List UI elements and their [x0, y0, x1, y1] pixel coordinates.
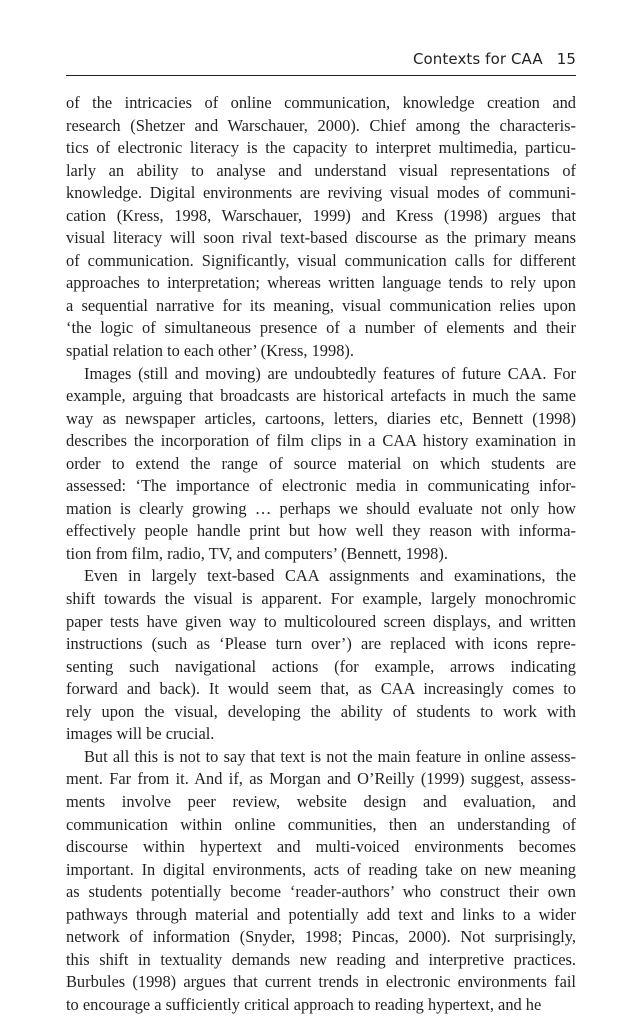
text-line: effectively people handle print but how well they reason with informa- [66, 521, 576, 541]
text-line: Even in largely text-based CAA assignments and examinations, the [84, 566, 576, 586]
text-line: example, arguing that broadcasts are historical artefacts in much the same [66, 386, 576, 406]
page-number: 15 [556, 50, 576, 68]
header-rule [66, 75, 576, 76]
text-line: knowledge. Digital environments are reviving visual modes of communi- [66, 183, 576, 203]
running-head-title: Contexts for CAA [412, 50, 543, 68]
text-line: of communication. Significantly, visual communication calls for different [66, 250, 576, 270]
text-line: spatial relation to each other’ (Kress, 1998). [66, 341, 354, 361]
text-line: to encourage a sufficiently critical approach to reading hypertext, and he [66, 994, 542, 1014]
text-line: as students potentially become ‘reader-authors’ who construct their own [66, 882, 576, 902]
text-line: paper tests have given way to multicoloured screen displays, and written [66, 611, 576, 631]
text-line: shift towards the visual is apparent. For example, largely monochromic [66, 589, 576, 609]
text-line: rely upon the visual, developing the ability of students to work with [66, 701, 576, 721]
text-line: visual literacy will soon rival text-based discourse as the primary means [66, 228, 576, 248]
text-line: mation is clearly growing … perhaps we should evaluate not only how [66, 498, 576, 518]
text-line: way as newspaper articles, cartoons, letters, diaries etc, Bennett (1998) [66, 408, 576, 428]
text-line: cation (Kress, 1998, Warschauer, 1999) and Kress (1998) argues that [66, 205, 576, 225]
text-line: ments involve peer review, website design and evaluation, and [66, 791, 576, 811]
text-line: instructions (such as ‘Please turn over’) are replaced with icons repre- [66, 634, 576, 654]
text-line: ment. Far from it. And if, as Morgan and O’Reilly (1999) suggest, assess- [66, 769, 576, 789]
text-line: assessed: ‘The importance of electronic media in communicating infor- [66, 476, 576, 496]
running-head [66, 50, 576, 72]
text-line: research (Shetzer and Warschauer, 2000). Chief among the characteris- [66, 115, 576, 135]
text-line: discourse within hypertext and multi-voiced environments becomes [66, 837, 576, 857]
text-line: important. In digital environments, acts of reading take on new meaning [66, 859, 576, 879]
text-line: describes the incorporation of film clips in a CAA history examination in [66, 431, 576, 451]
body-text [66, 92, 576, 1016]
text-line: of the intricacies of online communication, knowledge creation and [66, 93, 576, 112]
paragraph [66, 363, 576, 566]
text-line: tion from film, radio, TV, and computers’ (Bennett, 1998). [66, 543, 448, 563]
paragraph [66, 92, 576, 363]
text-line: But all this is not to say that text is not the main feature in online assess- [84, 746, 576, 766]
text-line: images will be crucial. [66, 724, 215, 744]
text-line: network of information (Snyder, 1998; Pincas, 2000). Not surprisingly, [66, 927, 576, 947]
text-line: this shift in textuality demands new reading and interpretive practices. [66, 949, 576, 969]
text-line: ‘the logic of simultaneous presence of a number of elements and their [66, 318, 576, 338]
paragraph [66, 565, 576, 745]
text-line: order to extend the range of source material on which students are [66, 453, 576, 473]
text-line: a sequential narrative for its meaning, visual communication relies upon [66, 295, 576, 315]
text-line: Burbules (1998) argues that current trends in electronic environments fail [66, 972, 576, 992]
text-line: pathways through material and potentially add text and links to a wider [66, 904, 576, 924]
text-line: communication within online communities, then an understanding of [66, 814, 576, 834]
text-line: senting such navigational actions (for example, arrows indicating [66, 656, 576, 676]
text-line: approaches to interpretation; whereas written language tends to rely upon [66, 273, 576, 293]
text-line: larly an ability to analyse and understand visual representations of [66, 160, 576, 180]
text-line: Images (still and moving) are undoubtedly features of future CAA. For [84, 363, 576, 383]
text-line: forward and back). It would seem that, as CAA increasingly comes to [66, 679, 576, 699]
text-line: tics of electronic literacy is the capacity to interpret multimedia, particu- [66, 138, 576, 158]
paragraph [66, 746, 576, 1017]
